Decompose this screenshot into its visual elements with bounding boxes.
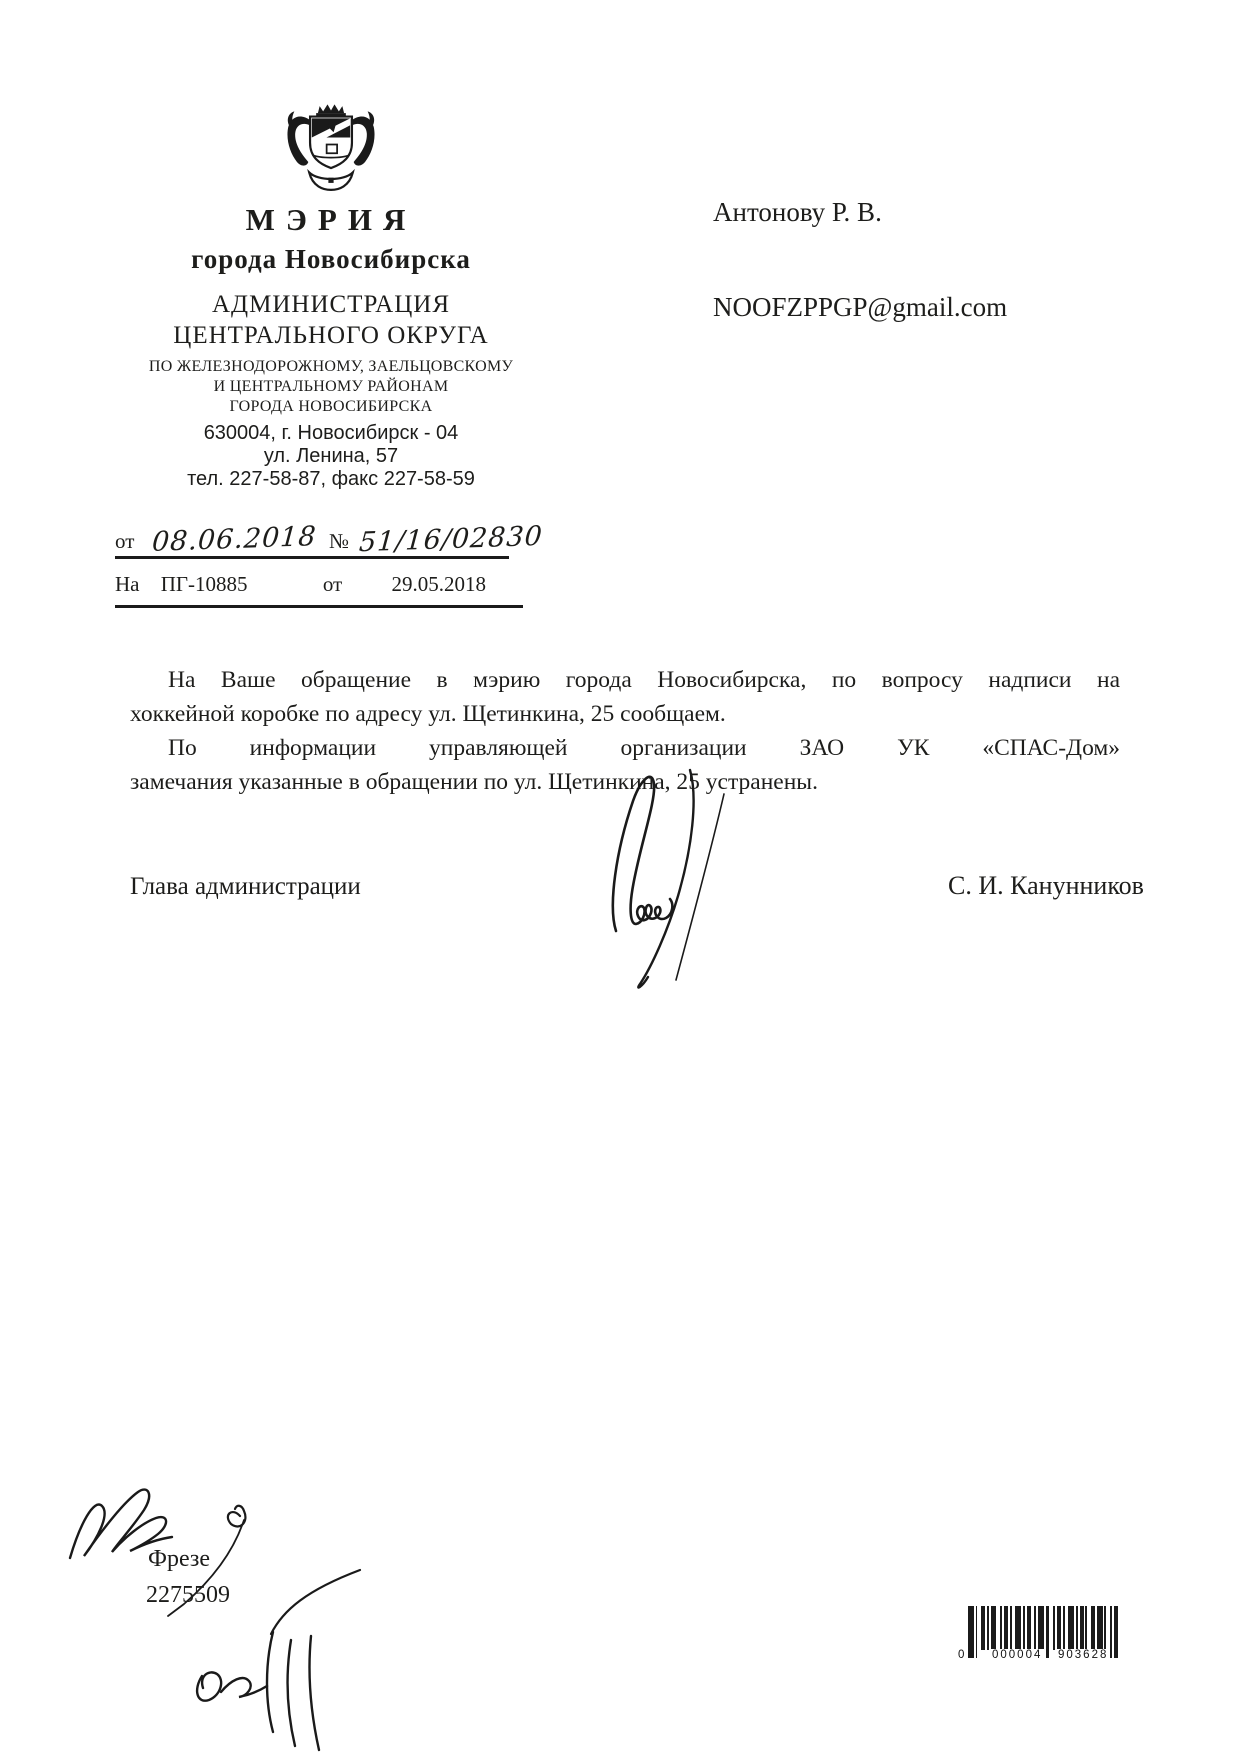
division-name [115, 289, 547, 351]
paragraph-2-line-1: По информации управляющей организации ЗАО УК «СПАС-Дом» [168, 735, 1120, 761]
number-sign: № [329, 529, 350, 553]
division-detail-3: ГОРОДА НОВОСИБИРСКА [229, 398, 433, 415]
incoming-number: ПГ-10885 [160, 572, 248, 596]
postal-line: 630004, г. Новосибирск - 04 [203, 422, 459, 444]
incoming-date-label: от [322, 572, 343, 596]
division-detail-1: ПО ЖЕЛЕЗНОДОРОЖНОМУ, ЗАЕЛЬЦОВСКОМУ [148, 358, 514, 375]
org-subtitle: города Новосибирска [191, 244, 471, 274]
outgoing-date-handwritten: 08.06.2018 [151, 521, 319, 558]
incoming-label: На [115, 572, 140, 596]
head-signature-icon [578, 756, 748, 991]
division-detail-2: И ЦЕНТРАЛЬНОМУ РАЙОНАМ [213, 378, 449, 395]
letterhead [115, 100, 547, 491]
paragraph-1-line-1: На Ваше обращение в мэрию города Новосибирска, по вопросу надписи на [168, 667, 1120, 693]
outgoing-label: от [115, 529, 135, 553]
phone-fax-line: тел. 227-58-87, факс 227-58-59 [187, 468, 475, 490]
recipient-email: NOOFZPPGP@gmail.com [713, 292, 1008, 322]
paragraph-1-line-2: хоккейной коробке по адресу ул. Щетинкина, 25 сообщаем. [130, 701, 726, 727]
recipient-name: Антонову Р. В. [713, 197, 882, 227]
org-title: МЭРИЯ [245, 202, 417, 237]
barcode-digits [956, 1647, 1116, 1660]
barcode-digit-group-1: 000004 [992, 1649, 1043, 1661]
division-details [115, 357, 547, 417]
executor-name: Фрезе [148, 1546, 211, 1572]
incoming-reference-line [115, 572, 523, 608]
barcode-bars [968, 1606, 1120, 1650]
street-line: ул. Ленина, 57 [263, 445, 399, 467]
paragraph-2-line-2: замечания указанные в обращении по ул. Щетинкина, 25 устранены. [130, 769, 818, 795]
org-address [115, 422, 547, 491]
barcode-digit-group-2: 903628 [1058, 1649, 1109, 1661]
incoming-date: 29.05.2018 [391, 572, 486, 596]
outgoing-number-handwritten: 51/16/02830 [358, 520, 544, 559]
outgoing-reference-line [115, 514, 544, 559]
signer-name: С. И. Канунников [948, 871, 1144, 900]
executor-phone: 2275509 [146, 1582, 230, 1608]
signer-title: Глава администрации [130, 873, 361, 900]
coat-of-arms-icon [283, 100, 379, 196]
division-line-1: АДМИНИСТРАЦИЯ [212, 291, 450, 318]
barcode-digit-left: 0 [958, 1649, 967, 1661]
second-signature-icon [186, 1562, 371, 1752]
division-line-2: ЦЕНТРАЛЬНОГО ОКРУГА [173, 322, 489, 349]
barcode [956, 1606, 1116, 1660]
